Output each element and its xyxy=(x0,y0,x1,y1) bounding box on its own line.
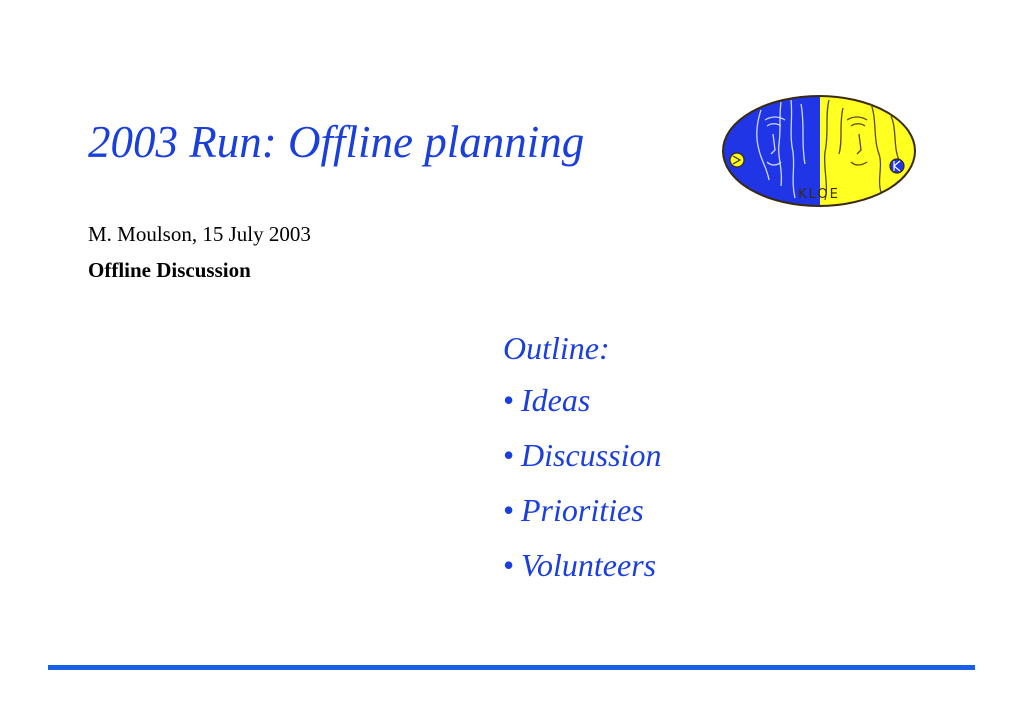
outline-item-ideas xyxy=(503,380,661,435)
outline-item-label: Volunteers xyxy=(521,547,657,583)
bullet-icon: • xyxy=(503,547,515,583)
outline-item-label: Ideas xyxy=(521,382,591,418)
logo-left-emblem-icon xyxy=(730,153,744,167)
bullet-icon: • xyxy=(503,492,515,528)
outline-section xyxy=(503,328,661,600)
outline-item-volunteers xyxy=(503,545,661,600)
logo-right-emblem-icon xyxy=(890,159,904,173)
outline-list xyxy=(503,380,661,600)
bullet-icon: • xyxy=(503,382,515,418)
meeting-name: Offline Discussion xyxy=(88,258,251,282)
outline-item-discussion xyxy=(503,435,661,490)
slide-title: 2003 Run: Offline planning xyxy=(88,117,585,167)
outline-item-label: Priorities xyxy=(521,492,644,528)
outline-item-label: Discussion xyxy=(521,437,662,473)
bullet-icon: • xyxy=(503,437,515,473)
kloe-logo xyxy=(721,94,917,208)
outline-item-priorities xyxy=(503,490,661,545)
author-date-line: M. Moulson, 15 July 2003 xyxy=(88,222,311,246)
footer-rule xyxy=(48,665,975,670)
outline-heading: Outline: xyxy=(503,330,610,366)
logo-wordmark: KLOE xyxy=(798,187,840,202)
